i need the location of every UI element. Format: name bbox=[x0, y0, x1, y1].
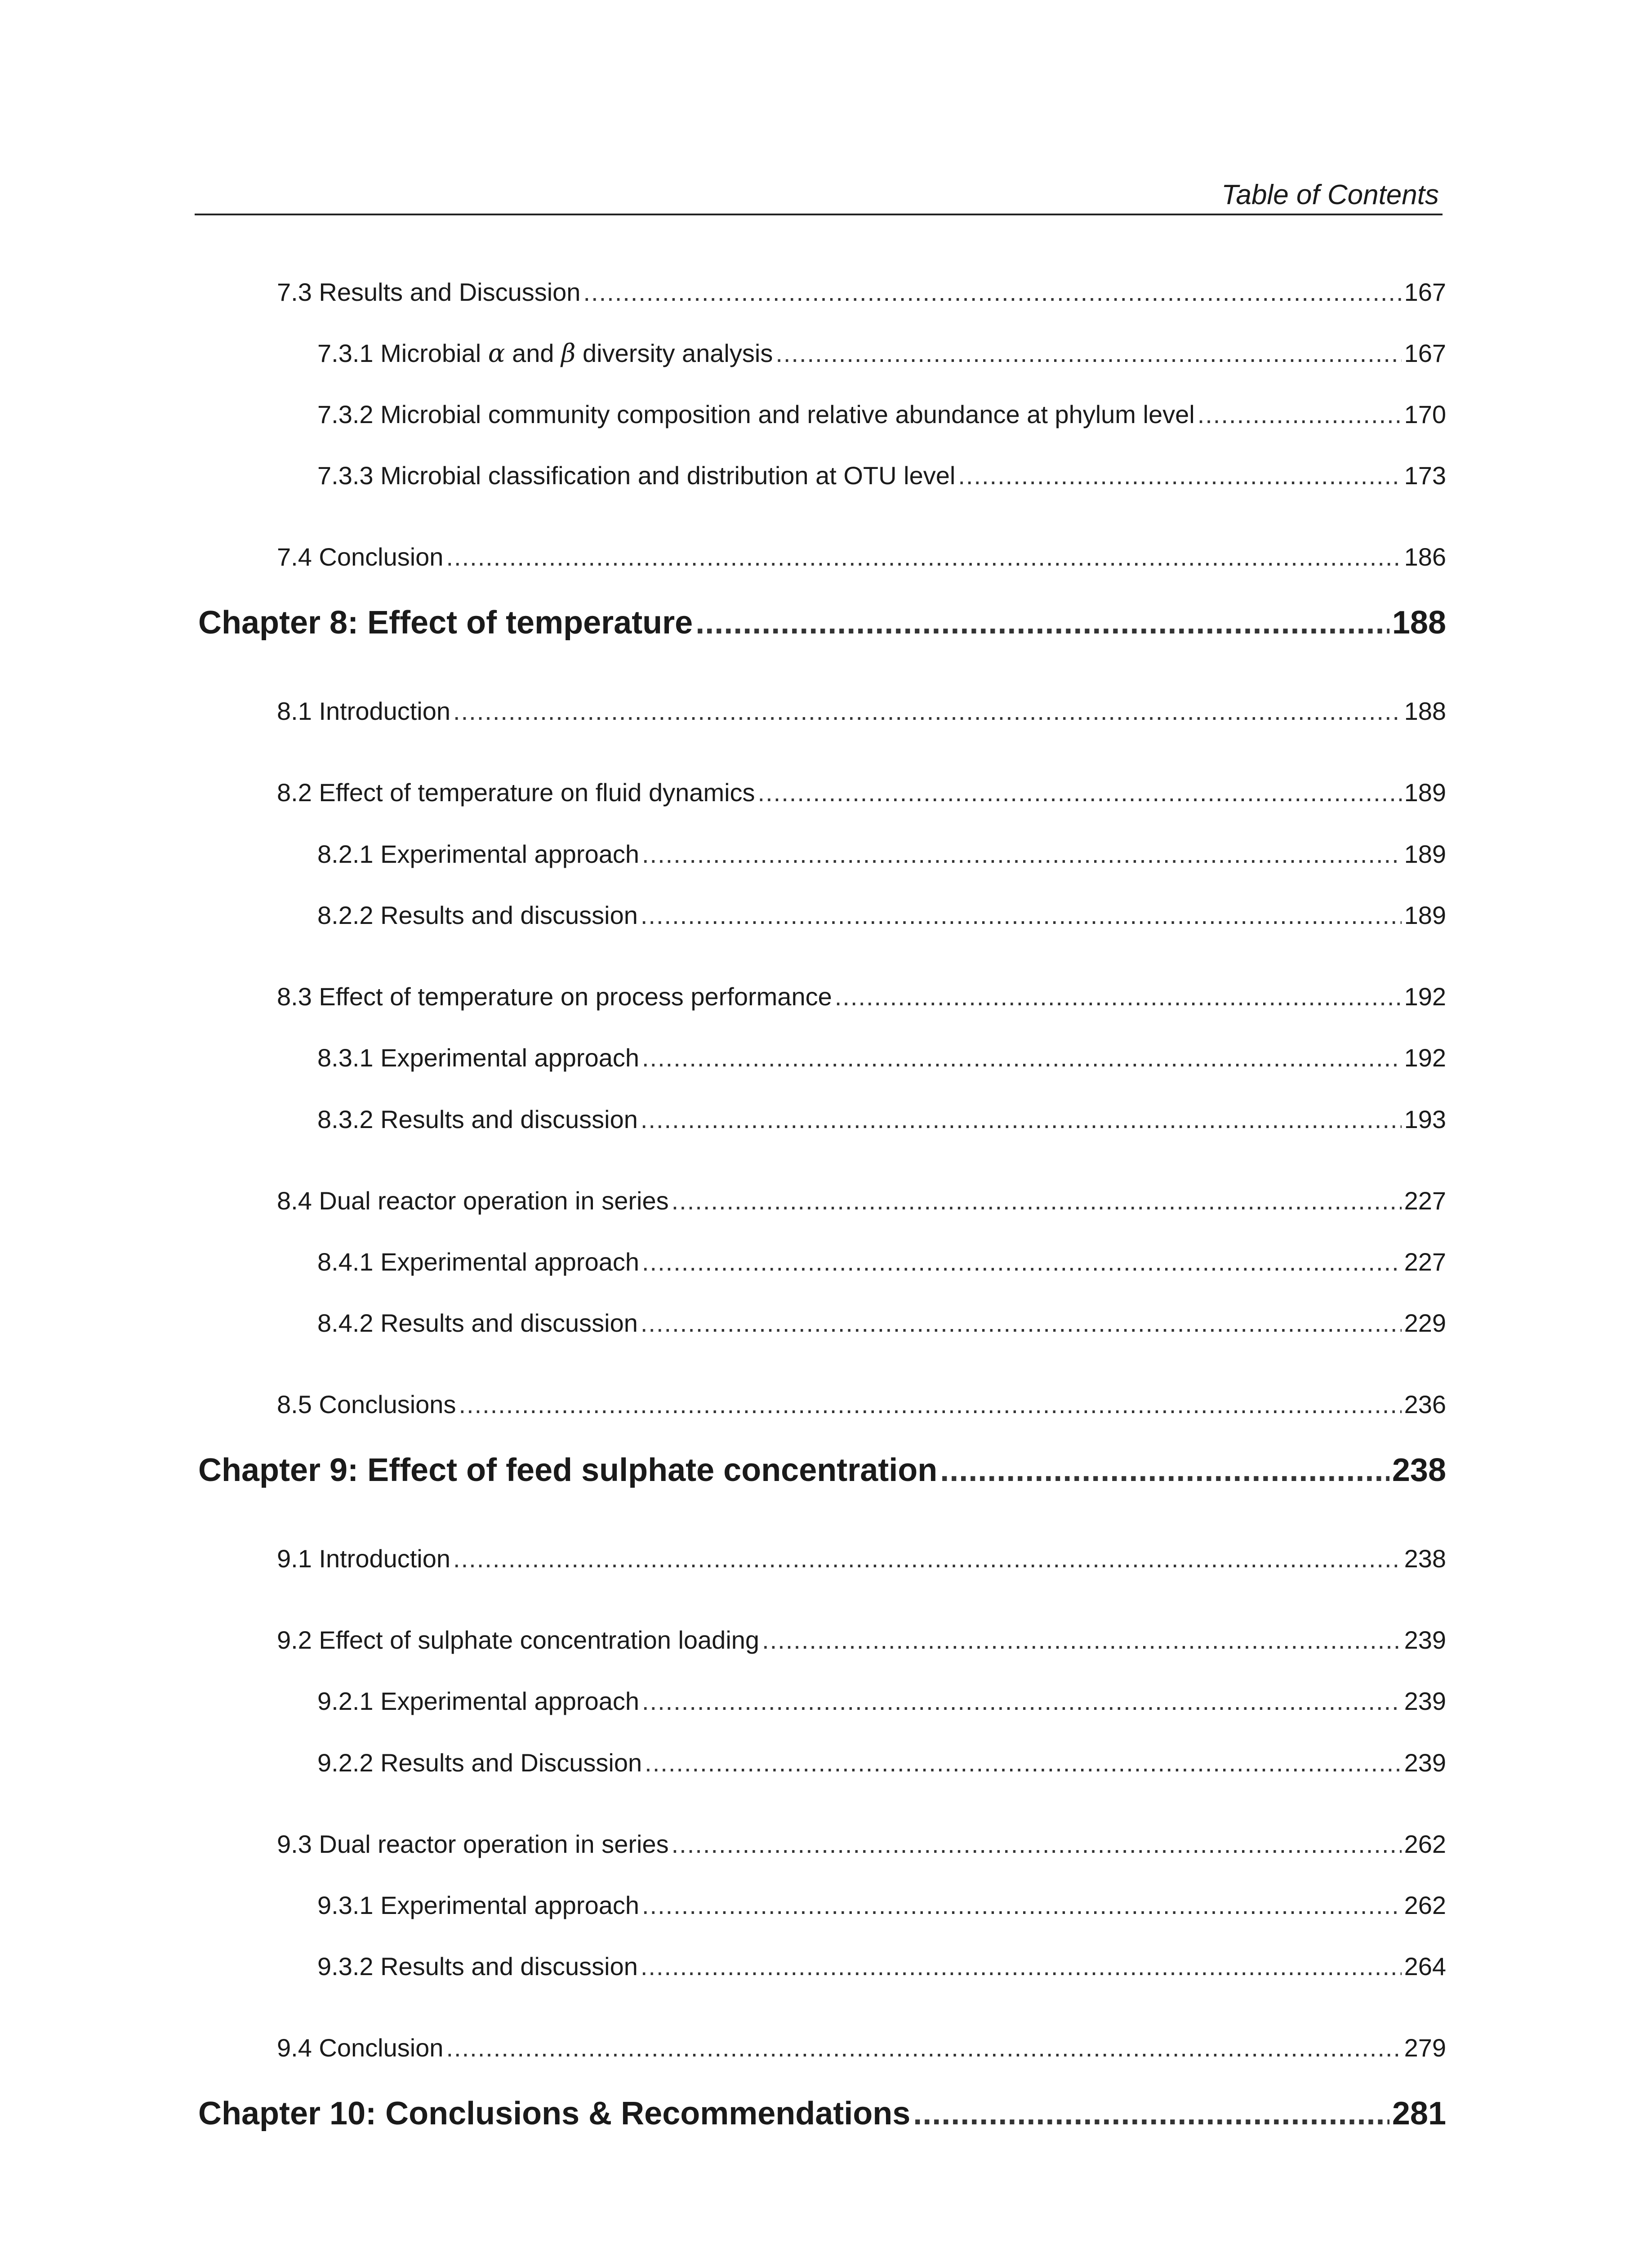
toc-entry-page: 193 bbox=[1404, 1105, 1446, 1133]
toc-entry-page: 238 bbox=[1404, 1544, 1446, 1573]
toc-entry-label: 8.3 Effect of temperature on process performance bbox=[277, 982, 832, 1011]
toc-entry-label: 8.2.1 Experimental approach bbox=[317, 840, 639, 868]
dot-leader bbox=[758, 780, 1402, 805]
dot-leader bbox=[835, 984, 1402, 1009]
toc-entry-label: 9.2.1 Experimental approach bbox=[317, 1687, 639, 1715]
toc-entry-8-3-1[interactable] bbox=[317, 1045, 1446, 1070]
toc-entry-7-3-2[interactable] bbox=[317, 402, 1446, 427]
dot-leader bbox=[641, 1954, 1402, 1979]
toc-chapter-page: 238 bbox=[1392, 1452, 1446, 1488]
toc-entry-page: 192 bbox=[1404, 982, 1446, 1011]
dot-leader bbox=[645, 1750, 1401, 1775]
toc-entry-page: 279 bbox=[1404, 2034, 1446, 2062]
toc-chapter-9[interactable] bbox=[198, 1454, 1446, 1486]
dot-leader bbox=[459, 1392, 1401, 1417]
toc-entry-page: 192 bbox=[1404, 1044, 1446, 1072]
dot-leader bbox=[672, 1832, 1402, 1857]
toc-entry-label: 8.1 Introduction bbox=[277, 697, 451, 725]
toc-entry-page: 264 bbox=[1404, 1952, 1446, 1980]
dot-leader bbox=[695, 607, 1389, 639]
dot-leader bbox=[913, 2097, 1389, 2130]
toc-entry-label: 8.3.2 Results and discussion bbox=[317, 1105, 638, 1133]
toc-entry-page: 189 bbox=[1404, 778, 1446, 807]
toc-entry-label: 7.3.2 Microbial community composition and relative abundance at phylum level bbox=[317, 400, 1195, 428]
toc-entry-label: 7.3.3 Microbial classification and distribution at OTU level bbox=[317, 461, 956, 490]
toc-entry-page: 188 bbox=[1404, 697, 1446, 725]
toc-entry-page: 189 bbox=[1404, 840, 1446, 868]
toc-entry-page: 227 bbox=[1404, 1186, 1446, 1215]
dot-leader bbox=[642, 1689, 1402, 1714]
toc-entry-8-4-2[interactable] bbox=[317, 1311, 1446, 1336]
dot-leader bbox=[642, 1045, 1402, 1070]
toc-entry-8-2[interactable] bbox=[277, 780, 1446, 805]
toc-entry-label: 7.4 Conclusion bbox=[277, 543, 444, 571]
toc-entry-label: 8.4 Dual reactor operation in series bbox=[277, 1186, 669, 1215]
toc-entry-label-mid: and bbox=[505, 339, 561, 367]
dot-leader bbox=[641, 1311, 1402, 1336]
toc-entry-label: 8.3.1 Experimental approach bbox=[317, 1044, 639, 1072]
dot-leader bbox=[446, 544, 1401, 570]
toc-entry-9-3[interactable] bbox=[277, 1832, 1446, 1857]
dot-leader bbox=[762, 1628, 1402, 1653]
toc-chapter-page: 188 bbox=[1392, 605, 1446, 641]
toc-entry-label: 9.2 Effect of sulphate concentration loading bbox=[277, 1626, 760, 1654]
toc-entry-page: 227 bbox=[1404, 1248, 1446, 1276]
toc-chapter-10[interactable] bbox=[198, 2097, 1446, 2130]
toc-entry-page: 189 bbox=[1404, 901, 1446, 929]
dot-leader bbox=[642, 1893, 1402, 1918]
toc-entry-9-2-1[interactable] bbox=[317, 1689, 1446, 1714]
toc-entry-label: 7.3 Results and Discussion bbox=[277, 278, 581, 306]
toc-entry-page: 239 bbox=[1404, 1748, 1446, 1777]
toc-chapter-page: 281 bbox=[1392, 2096, 1446, 2132]
toc-entry-8-2-2[interactable] bbox=[317, 903, 1446, 928]
toc-entry-label: 8.4.2 Results and discussion bbox=[317, 1309, 638, 1337]
toc-entry-page: 262 bbox=[1404, 1830, 1446, 1858]
dot-leader bbox=[453, 699, 1402, 724]
dot-leader bbox=[642, 1249, 1402, 1275]
toc-entry-9-4[interactable] bbox=[277, 2035, 1446, 2061]
toc-entry-label bbox=[317, 341, 773, 366]
toc-chapter-label: Chapter 8: Effect of temperature bbox=[198, 605, 693, 641]
toc-entry-page: 262 bbox=[1404, 1891, 1446, 1919]
page-header-title: Table of Contents bbox=[1221, 179, 1439, 210]
dot-leader bbox=[446, 2035, 1401, 2061]
dot-leader bbox=[641, 903, 1402, 928]
dot-leader bbox=[641, 1107, 1402, 1132]
toc-entry-label: 9.2.2 Results and Discussion bbox=[317, 1748, 642, 1777]
toc-entry-7-3-3[interactable] bbox=[317, 463, 1446, 488]
toc-entry-8-4-1[interactable] bbox=[317, 1249, 1446, 1275]
toc-entry-9-2[interactable] bbox=[277, 1628, 1446, 1653]
toc-entry-page: 239 bbox=[1404, 1687, 1446, 1715]
toc-entry-label: 9.3.1 Experimental approach bbox=[317, 1891, 639, 1919]
toc-entry-8-4[interactable] bbox=[277, 1188, 1446, 1213]
dot-leader bbox=[453, 1546, 1402, 1571]
toc-entry-7-3[interactable] bbox=[277, 280, 1446, 305]
toc-entry-label: 9.1 Introduction bbox=[277, 1544, 451, 1573]
toc-entry-label-prefix: 7.3.1 Microbial bbox=[317, 339, 488, 367]
toc-entry-label: 8.2.2 Results and discussion bbox=[317, 901, 638, 929]
toc-entry-page: 239 bbox=[1404, 1626, 1446, 1654]
dot-leader bbox=[583, 280, 1401, 305]
toc-entry-label-suffix: diversity analysis bbox=[575, 339, 773, 367]
dot-leader bbox=[775, 341, 1401, 366]
toc-entry-label: 9.3.2 Results and discussion bbox=[317, 1952, 638, 1980]
toc-entry-9-1[interactable] bbox=[277, 1546, 1446, 1571]
dot-leader bbox=[940, 1454, 1389, 1486]
toc-entry-label: 8.2 Effect of temperature on fluid dynamics bbox=[277, 778, 755, 807]
toc-entry-9-3-2[interactable] bbox=[317, 1954, 1446, 1979]
toc-entry-page: 173 bbox=[1404, 461, 1446, 490]
toc-entry-label: 8.4.1 Experimental approach bbox=[317, 1248, 639, 1276]
toc-entry-7-4[interactable] bbox=[277, 544, 1446, 570]
toc-entry-page: 167 bbox=[1404, 339, 1446, 367]
toc-entry-8-2-1[interactable] bbox=[317, 842, 1446, 867]
toc-entry-9-3-1[interactable] bbox=[317, 1893, 1446, 1918]
toc-entry-9-2-2[interactable] bbox=[317, 1750, 1446, 1775]
toc-entry-8-5[interactable] bbox=[277, 1392, 1446, 1417]
toc-entry-page: 229 bbox=[1404, 1309, 1446, 1337]
toc-entry-8-3[interactable] bbox=[277, 984, 1446, 1009]
toc-entry-page: 236 bbox=[1404, 1390, 1446, 1418]
dot-leader bbox=[642, 842, 1402, 867]
toc-entry-8-3-2[interactable] bbox=[317, 1107, 1446, 1132]
dot-leader bbox=[1198, 402, 1402, 427]
toc-entry-7-3-1[interactable] bbox=[317, 341, 1446, 366]
toc-chapter-label: Chapter 9: Effect of feed sulphate concentration bbox=[198, 1452, 938, 1488]
alpha-symbol: α bbox=[488, 339, 505, 368]
toc-entry-page: 186 bbox=[1404, 543, 1446, 571]
dot-leader bbox=[672, 1188, 1402, 1213]
toc-chapter-label: Chapter 10: Conclusions & Recommendations bbox=[198, 2096, 911, 2132]
toc-entry-label: 9.3 Dual reactor operation in series bbox=[277, 1830, 669, 1858]
beta-symbol: β bbox=[561, 339, 576, 368]
toc-entry-page: 167 bbox=[1404, 278, 1446, 306]
dot-leader bbox=[958, 463, 1401, 488]
toc-entry-label: 9.4 Conclusion bbox=[277, 2034, 444, 2062]
toc-entry-page: 170 bbox=[1404, 400, 1446, 428]
toc-entry-label: 8.5 Conclusions bbox=[277, 1390, 456, 1418]
toc-entry-8-1[interactable] bbox=[277, 699, 1446, 724]
toc-chapter-8[interactable] bbox=[198, 607, 1446, 639]
